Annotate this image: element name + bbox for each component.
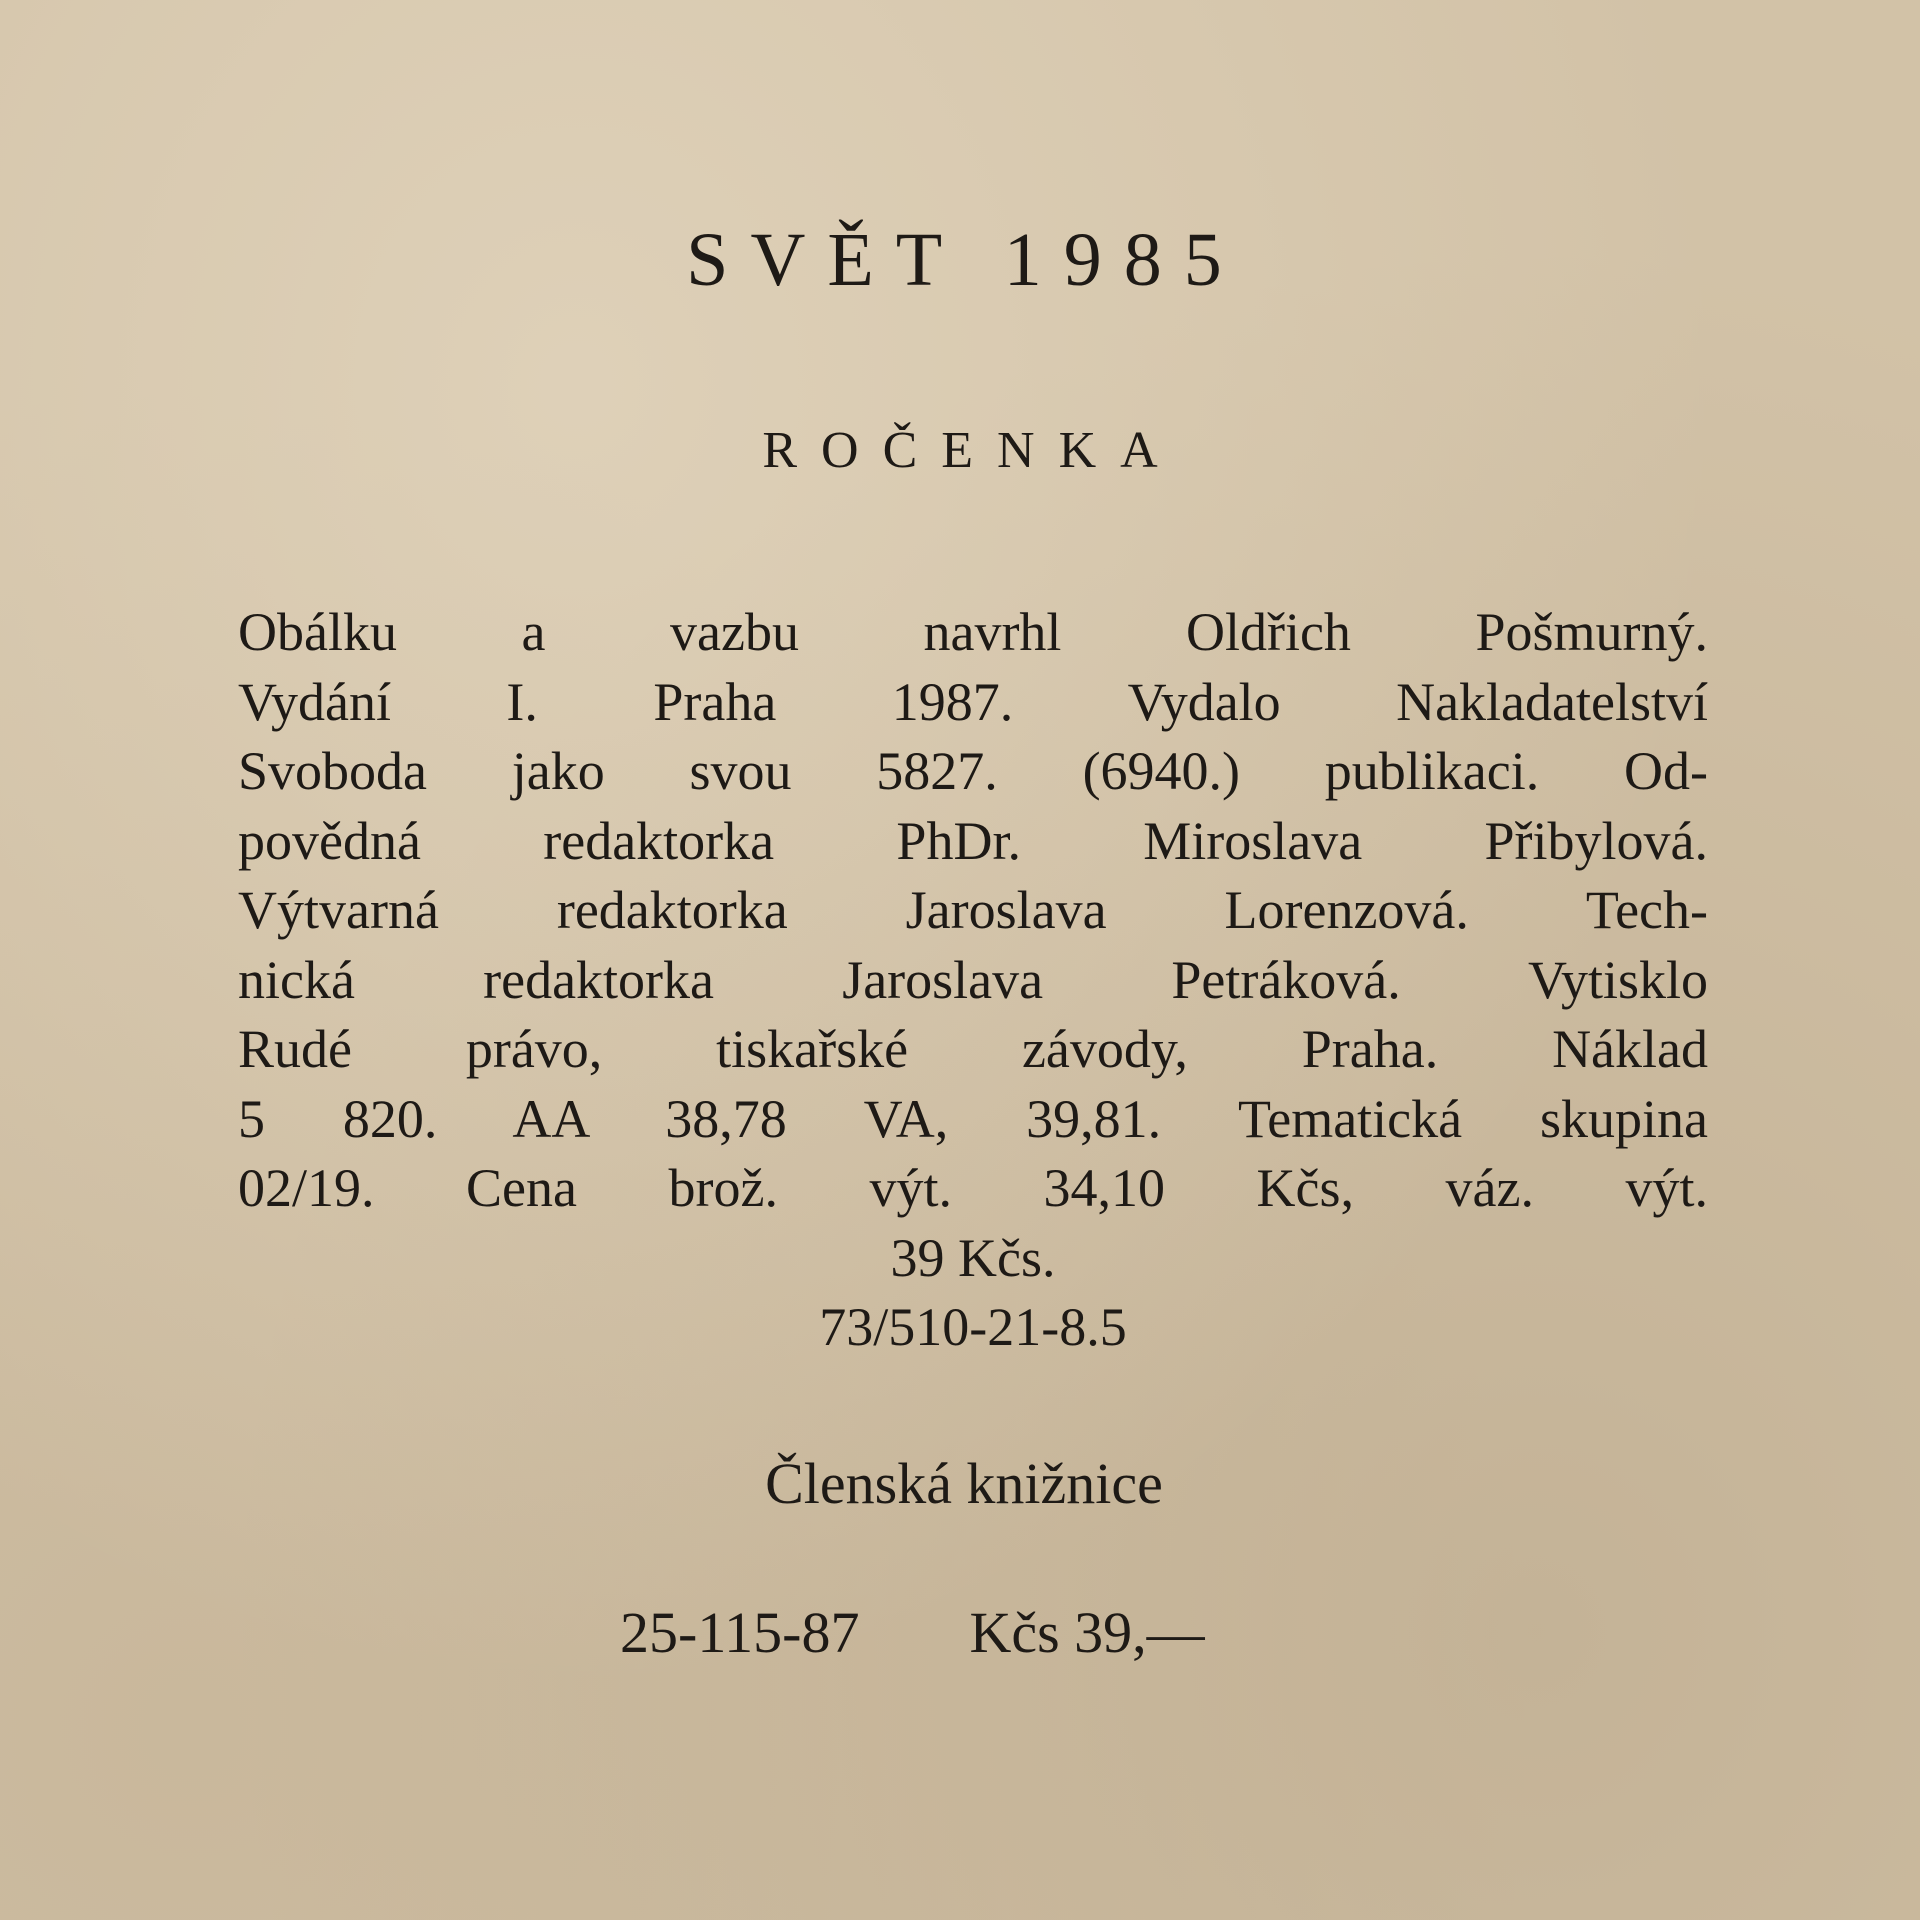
imprint-catalog-code: 73/510-21-8.5 xyxy=(819,1297,1127,1357)
book-subtitle: ROČENKA xyxy=(762,422,1182,479)
footer-code: 25-115-87 xyxy=(620,1600,860,1665)
footer-price: Kčs 39,— xyxy=(969,1600,1205,1665)
imprint-line: Vydání I. Praha 1987. Vydalo Nakladatelství xyxy=(238,671,1708,732)
imprint-line: Výtvarná redaktorka Jaroslava Lorenzová. Tech- xyxy=(238,880,1708,940)
imprint-line: Rudé právo, tiskařské závody, Praha. Náklad xyxy=(238,1019,1708,1079)
imprint-line: 5 820. AA 38,78 VA, 39,81. Tematická skupina xyxy=(238,1088,1708,1149)
footer-line xyxy=(620,1600,1205,1665)
imprint-price-line: 39 Kčs. xyxy=(890,1227,1056,1288)
imprint-line: 02/19. Cena brož. výt. 34,10 Kčs, váz. výt. xyxy=(238,1158,1708,1218)
imprint-line: Svoboda jako svou 5827. (6940.) publikaci. Od- xyxy=(238,741,1708,801)
book-title: SVĚT 1985 xyxy=(686,218,1244,302)
club-edition-label: Členská knižnice xyxy=(765,1451,1163,1516)
imprint-block xyxy=(238,598,1708,1363)
imprint-line: Obálku a vazbu navrhl Oldřich Pošmurný. xyxy=(238,602,1708,662)
imprint-line: nická redaktorka Jaroslava Petráková. Vytisklo xyxy=(238,949,1708,1010)
imprint-line: povědná redaktorka PhDr. Miroslava Přibylová. xyxy=(238,810,1708,871)
